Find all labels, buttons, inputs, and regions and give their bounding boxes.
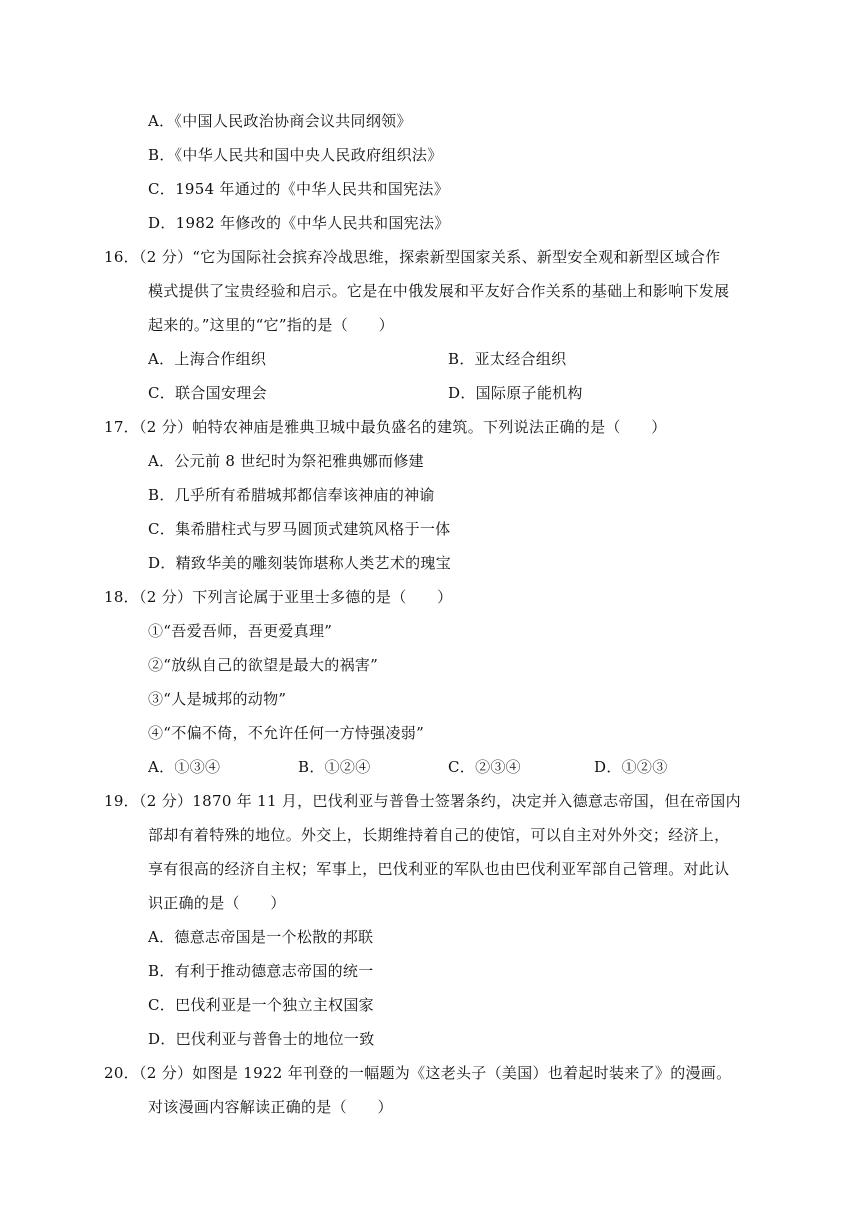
q16-option-b: B．亚太经合组织 <box>448 350 567 368</box>
q16-stem-line-2: 模式提供了宝贵经验和启示。它是在中俄发展和平友好合作关系的基础上和影响下发展 <box>148 282 730 300</box>
q18-option-c: C．②③④ <box>448 758 521 776</box>
q18-stem: 18．（2 分）下列言论属于亚里士多德的是（ ） <box>104 588 453 606</box>
q17-option-d: D．精致华美的雕刻装饰堪称人类艺术的瑰宝 <box>148 554 452 572</box>
q18-option-d: D．①②③ <box>594 758 668 776</box>
q19-option-b: B．有利于推动德意志帝国的统一 <box>148 962 374 980</box>
q17-stem: 17．（2 分）帕特农神庙是雅典卫城中最负盛名的建筑。下列说法正确的是（ ） <box>104 418 667 436</box>
q19-option-a: A．德意志帝国是一个松散的邦联 <box>148 928 374 946</box>
q18-item-4: ④“不偏不倚，不允许任何一方恃强凌弱” <box>148 724 425 742</box>
q17-option-b: B．几乎所有希腊城邦都信奉该神庙的神谕 <box>148 486 435 504</box>
q15-option-b: B．《中华人民共和国中央人民政府组织法》 <box>148 146 443 164</box>
q18-item-3: ③“人是城邦的动物” <box>148 690 287 708</box>
q19-stem-line-1: 19．（2 分）1870 年 11 月，巴伐利亚与普鲁士签署条约，决定并入德意志帝国，但在帝国内 <box>104 792 741 810</box>
q18-option-a: A．①③④ <box>148 758 221 776</box>
q16-option-a: A．上海合作组织 <box>148 350 267 368</box>
q19-stem-line-2: 部却有着特殊的地位。外交上，长期维持着自己的使馆，可以自主对外外交；经济上， <box>148 826 730 844</box>
q16-stem-line-3: 起来的。”这里的“它”指的是（ ） <box>148 316 394 334</box>
q17-option-a: A．公元前 8 世纪时为祭祀雅典娜而修建 <box>148 452 424 470</box>
q17-option-c: C．集希腊柱式与罗马圆顶式建筑风格于一体 <box>148 520 451 538</box>
q15-option-a: A．《中国人民政治协商会议共同纲领》 <box>148 112 412 130</box>
q20-stem-line-1: 20．（2 分）如图是 1922 年刊登的一幅题为《这老头子（美国）也着起时装来了》的漫画。 <box>104 1064 732 1082</box>
q15-option-d: D．1982 年修改的《中华人民共和国宪法》 <box>148 214 450 232</box>
q16-option-d: D．国际原子能机构 <box>448 384 583 402</box>
q19-option-c: C．巴伐利亚是一个独立主权国家 <box>148 996 374 1014</box>
q20-stem-line-2: 对该漫画内容解读正确的是（ ） <box>148 1098 393 1116</box>
q18-item-2: ②“放纵自己的欲望是最大的祸害” <box>148 656 379 674</box>
q19-stem-line-3: 享有很高的经济自主权；军事上，巴伐利亚的军队也由巴伐利亚军部自己管理。对此认 <box>148 860 730 878</box>
q19-option-d: D．巴伐利亚与普鲁士的地位一致 <box>148 1030 375 1048</box>
q19-stem-line-4: 识正确的是（ ） <box>148 894 286 912</box>
q18-option-b: B．①②④ <box>298 758 371 776</box>
q15-option-c: C．1954 年通过的《中华人民共和国宪法》 <box>148 180 450 198</box>
q18-item-1: ①“吾爱吾师，吾更爱真理” <box>148 622 333 640</box>
q16-option-c: C．联合国安理会 <box>148 384 267 402</box>
q16-stem-line-1: 16．（2 分）“它为国际社会摈弃冷战思维，探索新型国家关系、新型安全观和新型区域合作 <box>104 248 721 266</box>
